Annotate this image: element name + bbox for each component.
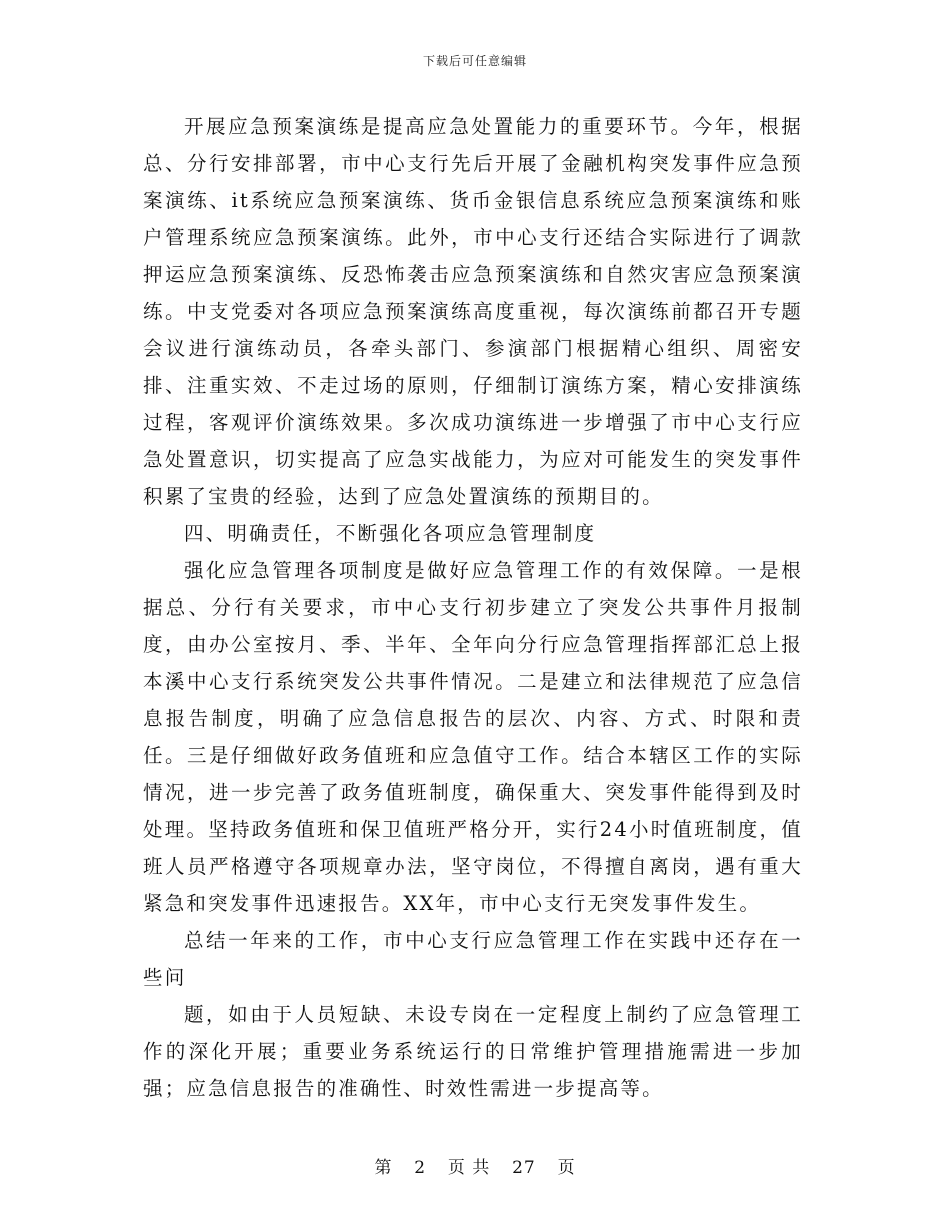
footer-total-pages: 27 — [512, 1158, 536, 1178]
paragraph-summary-start: 总结一年来的工作，市中心支行应急管理工作在实践中还存在一些问 — [143, 929, 803, 989]
page-header — [0, 52, 950, 69]
header-note: 下载后可任意编辑 — [422, 54, 527, 68]
paragraph-summary-cont: 题，如由于人员短缺、未设专岗在一定程度上制约了应急管理工作的深化开展；重要业务系统运行的日常维护管理措施需进一步加强；应急信息报告的准确性、时效性需进一步提高等。 — [143, 1003, 803, 1100]
page-footer — [0, 1153, 950, 1178]
paragraph-system: 强化应急管理各项制度是做好应急管理工作的有效保障。一是根据总、分行有关要求，市中心支行初步建立了突发公共事件月报制度，由办公室按月、季、半年、全年向分行应急管理指挥部汇总上报本溪中心支行系统突发公共事件情况。二是建立和法律规范了应急信息报告制度，明确了应急信息报告的层次、内容、方式、时限和责任。三是仔细做好政务值班和应急值守工作。结合本辖区工作的实际情况，进一步完善了政务值班制度，确保重大、突发事件能得到及时处理。坚持政务值班和保卫值班严格分开，实行24小时值班制度，值班人员严格遵守各项规章办法，坚守岗位，不得擅自离岗，遇有重大紧急和突发事件迅速报告。XX年，市中心支行无突发事件发生。 — [143, 559, 803, 915]
footer-suffix: 页 — [557, 1158, 576, 1178]
paragraph-drill: 开展应急预案演练是提高应急处置能力的重要环节。今年，根据总、分行安排部署，市中心支行先后开展了金融机构突发事件应急预案演练、it系统应急预案演练、货币金银信息系统应急预案演练和账户管理系统应急预案演练。此外，市中心支行还结合实际进行了调款押运应急预案演练、反恐怖袭击应急预案演练和自然灾害应急预案演练。中支党委对各项应急预案演练高度重视，每次演练前都召开专题会议进行演练动员，各牵头部门、参演部门根据精心组织、周密安排、注重实效、不走过场的原则，仔细制订演练方案，精心安排演练过程，客观评价演练效果。多次成功演练进一步增强了市中心支行应急处置意识，切实提高了应急实战能力，为应对可能发生的突发事件积累了宝贵的经验，达到了应急处置演练的预期目的。 — [143, 115, 803, 508]
footer-page-number: 2 — [414, 1158, 427, 1178]
footer-prefix: 第 — [374, 1158, 393, 1178]
footer-middle: 页 共 — [447, 1158, 491, 1178]
document-body — [143, 108, 803, 1107]
section-heading: 四、明确责任，不断强化各项应急管理制度 — [183, 522, 597, 545]
